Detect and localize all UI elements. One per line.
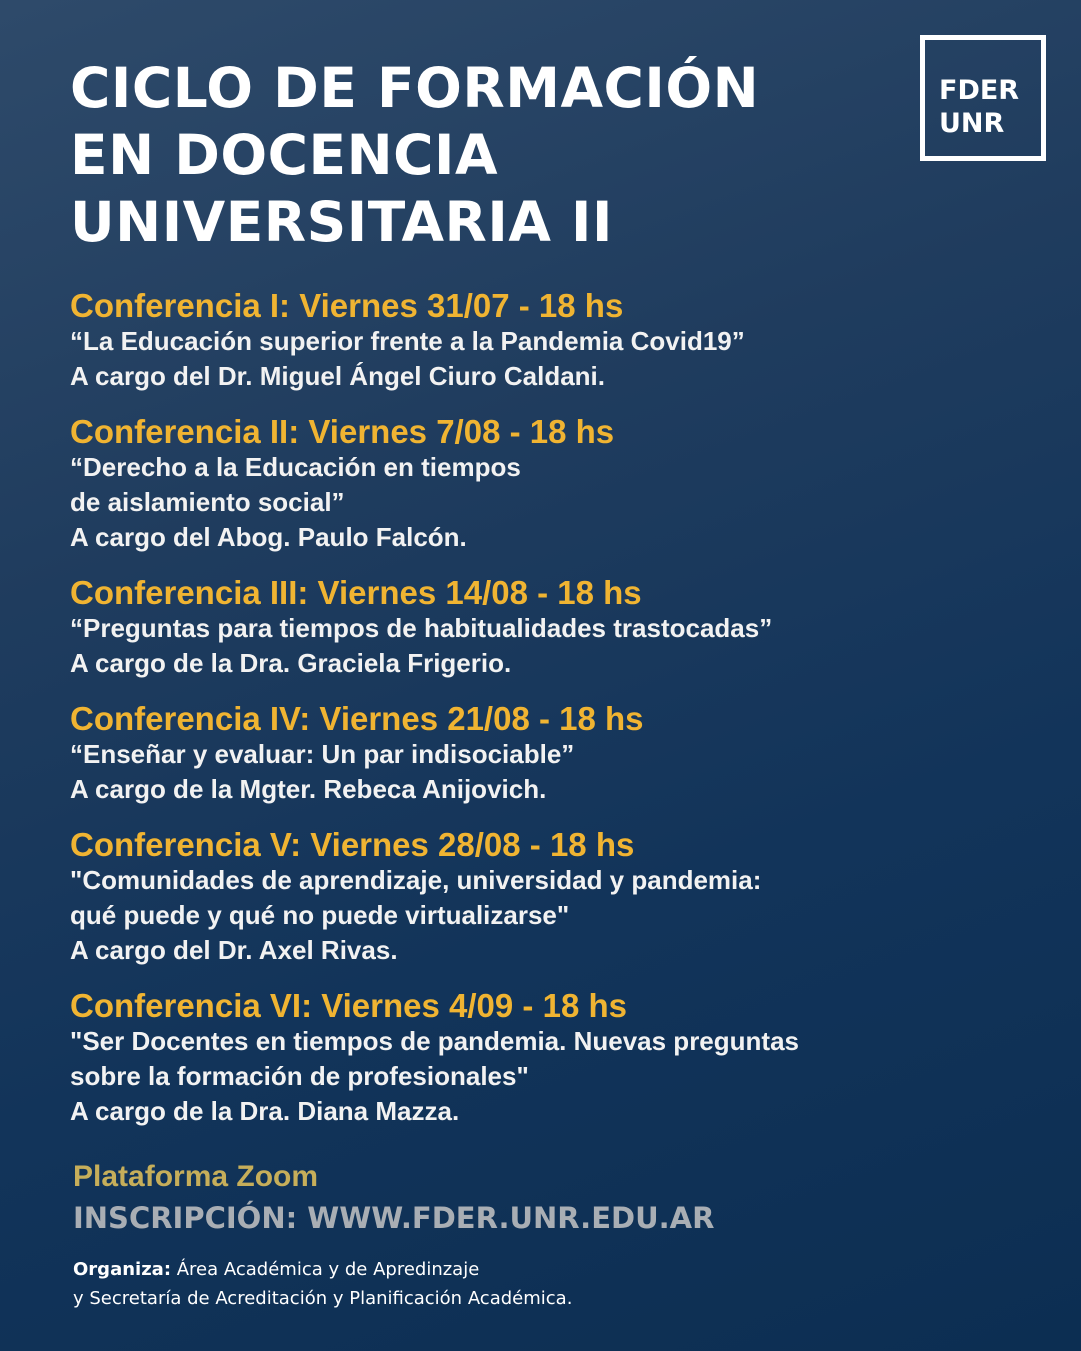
conference-speaker: A cargo del Dr. Miguel Ángel Ciuro Caldani. [70, 361, 605, 391]
fder-unr-logo [920, 35, 1046, 161]
conference-heading: Conferencia II: Viernes 7/08 - 18 hs [70, 413, 615, 450]
logo-text-fder: FDER [939, 75, 1020, 106]
conference-title-cont: qué puede y qué no puede virtualizarse" [70, 900, 570, 930]
conference-title: “La Educación superior frente a la Pandemia Covid19” [70, 326, 745, 356]
conference-heading: Conferencia V: Viernes 28/08 - 18 hs [70, 826, 635, 863]
conference-3 [70, 575, 1030, 681]
conference-speaker: A cargo del Abog. Paulo Falcón. [70, 522, 467, 552]
platform-label: Plataforma Zoom [73, 1160, 319, 1193]
organizer-line-2: y Secretaría de Acreditación y Planificación Académica. [73, 1288, 573, 1309]
conference-6 [70, 988, 1030, 1129]
conference-heading: Conferencia IV: Viernes 21/08 - 18 hs [70, 700, 644, 737]
conference-title: "Comunidades de aprendizaje, universidad y pandemia: [70, 865, 762, 895]
title-line-3: UNIVERSITARIA II [70, 190, 613, 254]
conference-2 [70, 414, 1030, 555]
logo-text-unr: UNR [939, 108, 1005, 139]
conference-1 [70, 288, 1030, 394]
conference-title: “Preguntas para tiempos de habitualidades trastocadas” [70, 613, 773, 643]
conference-title-cont: de aislamiento social” [70, 487, 345, 517]
conference-title: “Enseñar y evaluar: Un par indisociable” [70, 739, 575, 769]
conference-4 [70, 701, 1030, 807]
conference-5 [70, 827, 1030, 968]
conference-title-cont: sobre la formación de profesionales" [70, 1061, 529, 1091]
title-line-1: CICLO DE FORMACIÓN [70, 56, 760, 120]
page-title [70, 55, 890, 256]
organizer-block [73, 1255, 572, 1313]
organizer-line-1 [73, 1255, 572, 1284]
conference-speaker: A cargo del Dr. Axel Rivas. [70, 935, 398, 965]
organizer-area: Área Académica y de Apredinzaje [171, 1259, 480, 1280]
conference-title: "Ser Docentes en tiempos de pandemia. Nuevas preguntas [70, 1026, 799, 1056]
registration-url[interactable]: INSCRIPCIÓN: WWW.FDER.UNR.EDU.AR [73, 1201, 715, 1235]
conference-speaker: A cargo de la Dra. Diana Mazza. [70, 1096, 460, 1126]
conference-heading: Conferencia VI: Viernes 4/09 - 18 hs [70, 987, 627, 1024]
organizer-label: Organiza: [73, 1259, 172, 1280]
conference-title: “Derecho a la Educación en tiempos [70, 452, 521, 482]
conference-heading: Conferencia I: Viernes 31/07 - 18 hs [70, 287, 624, 324]
conference-heading: Conferencia III: Viernes 14/08 - 18 hs [70, 574, 642, 611]
conference-speaker: A cargo de la Mgter. Rebeca Anijovich. [70, 774, 547, 804]
conference-speaker: A cargo de la Dra. Graciela Frigerio. [70, 648, 512, 678]
title-line-2: EN DOCENCIA [70, 123, 499, 187]
